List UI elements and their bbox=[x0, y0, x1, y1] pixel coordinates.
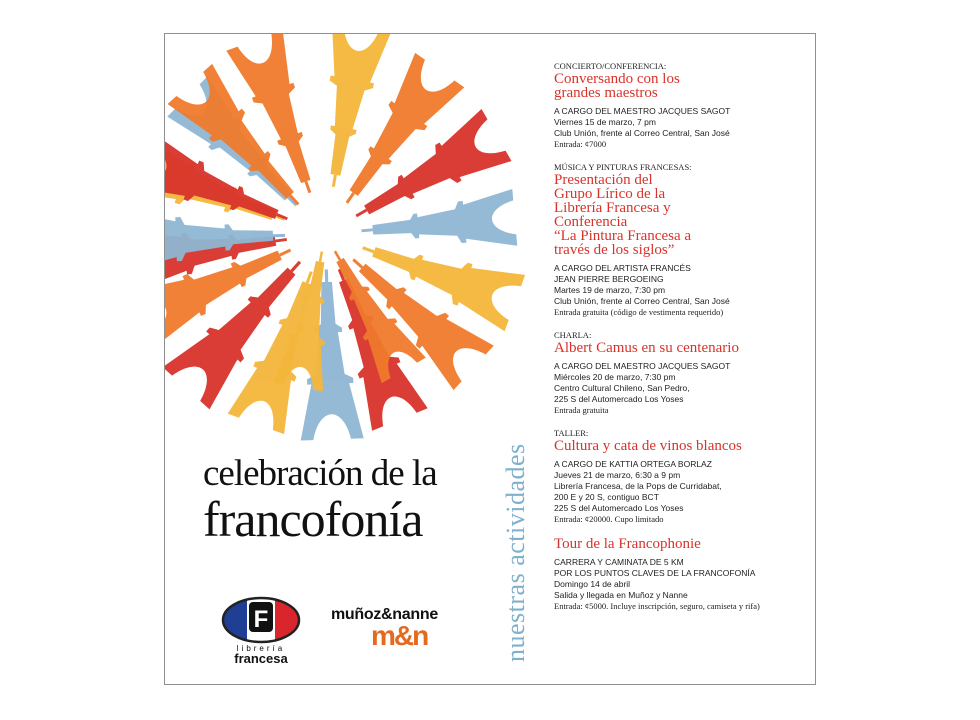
event-title-line: “La Pintura Francesa a bbox=[554, 228, 692, 244]
event-detail-line: A CARGO DEL MAESTRO JACQUES SAGOT bbox=[554, 106, 731, 116]
event-detail-line: Salida y llegada en Muñoz y Nanne bbox=[554, 590, 688, 600]
event-title-line: través de los siglos” bbox=[554, 242, 675, 258]
event-detail-line: A CARGO DE KATTIA ORTEGA BORLAZ bbox=[554, 459, 712, 469]
event-title-line: Conversando con los bbox=[554, 71, 680, 87]
logo-word-francesa: francesa bbox=[234, 651, 288, 666]
event-title-line: Grupo Lírico de la bbox=[554, 186, 666, 202]
event-title bbox=[554, 439, 809, 453]
event-category: CHARLA: bbox=[554, 330, 592, 340]
event-title-line: Conferencia bbox=[554, 214, 628, 230]
event-detail-line: Domingo 14 de abril bbox=[554, 579, 631, 589]
event-detail-line: JEAN PIERRE BERGOEING bbox=[554, 274, 664, 284]
libreria-francesa-logo bbox=[219, 596, 303, 664]
event-title bbox=[554, 72, 809, 100]
event-title-line: grandes maestros bbox=[554, 85, 658, 101]
event-detail-line: Viernes 15 de marzo, 7 pm bbox=[554, 117, 656, 127]
events-list bbox=[554, 61, 809, 624]
event-title-line: Presentación del bbox=[554, 172, 653, 188]
event-detail-line: 200 E y 20 S, contiguo BCT bbox=[554, 492, 659, 502]
title-line-2: francofonía bbox=[203, 491, 423, 547]
event-detail-line: Club Unión, frente al Correo Central, San José bbox=[554, 296, 730, 306]
event-detail-line: 225 S del Automercado Los Yoses bbox=[554, 394, 684, 404]
event-title bbox=[554, 537, 809, 551]
event-title bbox=[554, 341, 809, 355]
poster-title bbox=[203, 453, 437, 547]
logo-word-libreria: librería bbox=[236, 644, 286, 653]
event-detail-line: Centro Cultural Chileno, San Pedro, bbox=[554, 383, 690, 393]
event-title-line: Cultura y cata de vinos blancos bbox=[554, 438, 742, 454]
event-detail-line: Entrada: ¢7000 bbox=[554, 139, 607, 149]
event-detail-line: Martes 19 de marzo, 7:30 pm bbox=[554, 285, 666, 295]
event-detail-line: 225 S del Automercado Los Yoses bbox=[554, 503, 684, 513]
event-detail-line: Club Unión, frente al Correo Central, San José bbox=[554, 128, 730, 138]
eiffel-tower-icon bbox=[226, 34, 338, 203]
event-title bbox=[554, 173, 809, 257]
eiffel-tower-starburst-art bbox=[165, 34, 545, 474]
vertical-heading: nuestras actividades bbox=[501, 443, 530, 662]
title-line-1: celebración de la bbox=[203, 453, 437, 494]
event-detail-line: Entrada: ¢20000. Cupo limitado bbox=[554, 514, 664, 524]
logo-letter: F bbox=[253, 606, 269, 633]
event-detail-line: A CARGO DEL ARTISTA FRANCÉS bbox=[554, 263, 691, 273]
munoz-nanne-mark: m&n bbox=[371, 620, 428, 651]
munoz-nanne-name: muñoz&nanne bbox=[331, 606, 438, 623]
event-detail-line: Entrada gratuita (código de vestimenta requerido) bbox=[554, 307, 724, 317]
event-block bbox=[554, 537, 809, 612]
event-block bbox=[554, 330, 809, 416]
event-category: CONCIERTO/CONFERENCIA: bbox=[554, 61, 667, 71]
event-detail-line: Miércoles 20 de marzo, 7:30 pm bbox=[554, 372, 676, 382]
event-category: MÚSICA Y PINTURAS FRANCESAS: bbox=[554, 162, 692, 172]
libreria-francesa-emblem bbox=[219, 596, 303, 646]
event-detail-line: Jueves 21 de marzo, 6:30 a 9 pm bbox=[554, 470, 681, 480]
event-block bbox=[554, 61, 809, 150]
event-block bbox=[554, 162, 809, 318]
event-detail-line: POR LOS PUNTOS CLAVES DE LA FRANCOFONÍA bbox=[554, 568, 756, 578]
event-title-line: Albert Camus en su centenario bbox=[554, 340, 739, 356]
event-category: TALLER: bbox=[554, 428, 589, 438]
munoz-nanne-logo bbox=[331, 606, 441, 670]
event-detail-line: Entrada gratuita bbox=[554, 405, 609, 415]
event-detail-line: CARRERA Y CAMINATA DE 5 KM bbox=[554, 557, 684, 567]
event-detail-line: Librería Francesa, de la Pops de Curridabat, bbox=[554, 481, 722, 491]
event-detail-line: A CARGO DEL MAESTRO JACQUES SAGOT bbox=[554, 361, 731, 371]
event-title-line: Librería Francesa y bbox=[554, 200, 671, 216]
poster bbox=[164, 33, 816, 685]
event-title-line: Tour de la Francophonie bbox=[554, 536, 701, 552]
event-detail-line: Entrada: ¢5000. Incluye inscripción, seguro, camiseta y rifa) bbox=[554, 601, 760, 611]
event-block bbox=[554, 428, 809, 525]
